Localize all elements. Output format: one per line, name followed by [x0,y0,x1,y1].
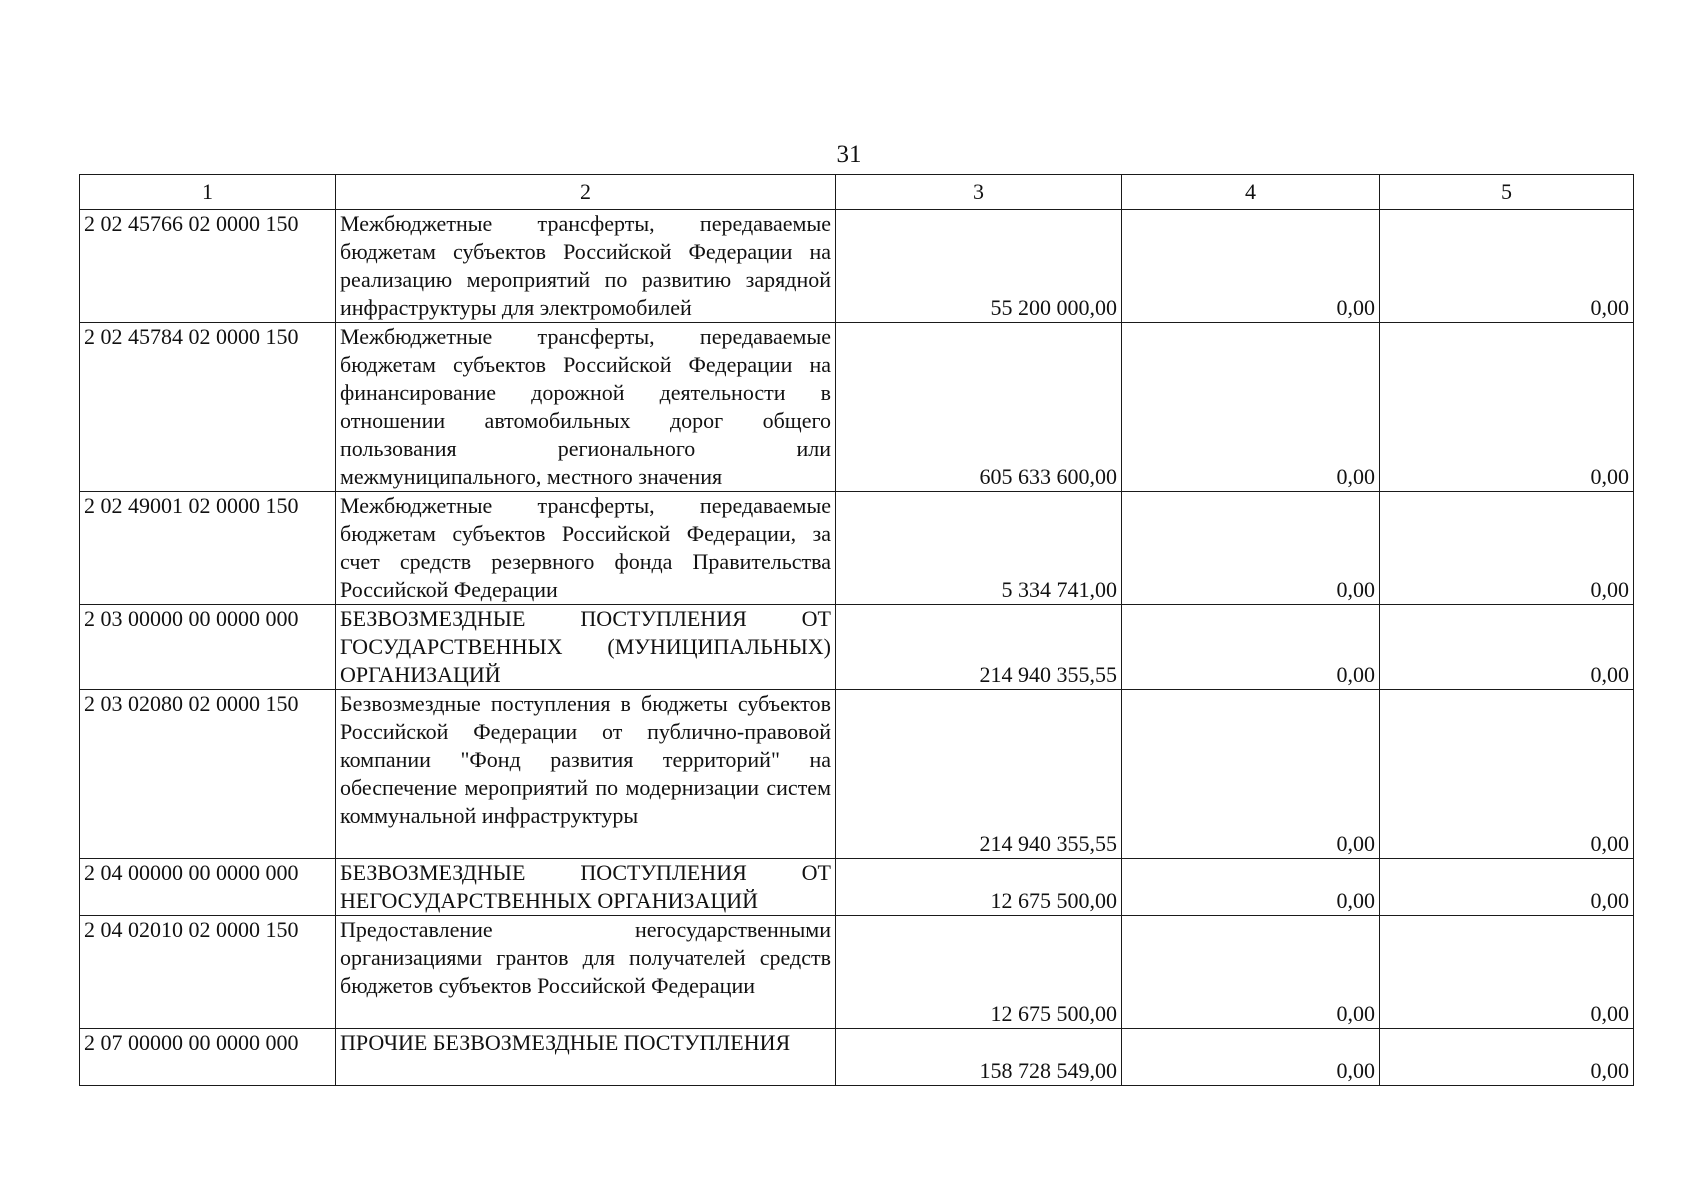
budget-revenue-table [79,174,1634,1086]
column-header-1: 1 [80,175,336,210]
amount-col5-cell: 0,00 [1380,859,1634,916]
amount-col5-cell: 0,00 [1380,323,1634,492]
table-row [80,690,1634,859]
budget-code-cell: 2 02 49001 02 0000 150 [80,492,336,605]
revenue-name-cell: БЕЗВОЗМЕЗДНЫЕ ПОСТУПЛЕНИЯ ОТ НЕГОСУДАРСТВЕННЫХ ОРГАНИЗАЦИЙ [336,859,836,916]
budget-code-cell: 2 04 00000 00 0000 000 [80,859,336,916]
revenue-name-cell: Безвозмездные поступления в бюджеты субъектов Российской Федерации от публично-правовой компании "Фонд развития территорий" на обеспечение мероприятий по модернизации систем коммунальной инфраструктуры [336,690,836,859]
amount-col5-cell: 0,00 [1380,1029,1634,1086]
amount-col4-cell: 0,00 [1122,605,1380,690]
amount-col3-cell: 214 940 355,55 [836,605,1122,690]
amount-col5-cell: 0,00 [1380,210,1634,323]
amount-col3-cell: 12 675 500,00 [836,859,1122,916]
revenue-name-cell: Межбюджетные трансферты, передаваемые бюджетам субъектов Российской Федерации на реализацию мероприятий по развитию зарядной инфраструктуры для электромобилей [336,210,836,323]
revenue-name-cell: Предоставление негосударственными организациями грантов для получателей средств бюджетов субъектов Российской Федерации [336,916,836,1029]
amount-col3-cell: 12 675 500,00 [836,916,1122,1029]
table-header [80,175,1634,210]
amount-col3-cell: 55 200 000,00 [836,210,1122,323]
amount-col4-cell: 0,00 [1122,323,1380,492]
revenue-name-cell: Межбюджетные трансферты, передаваемые бюджетам субъектов Российской Федерации, за счет средств резервного фонда Правительства Российской Федерации [336,492,836,605]
revenue-name-cell: БЕЗВОЗМЕЗДНЫЕ ПОСТУПЛЕНИЯ ОТ ГОСУДАРСТВЕННЫХ (МУНИЦИПАЛЬНЫХ) ОРГАНИЗАЦИЙ [336,605,836,690]
table-row [80,605,1634,690]
column-header-5: 5 [1380,175,1634,210]
budget-code-cell: 2 03 02080 02 0000 150 [80,690,336,859]
budget-code-cell: 2 02 45766 02 0000 150 [80,210,336,323]
amount-col4-cell: 0,00 [1122,859,1380,916]
amount-col4-cell: 0,00 [1122,690,1380,859]
table-row [80,323,1634,492]
table-row [80,859,1634,916]
column-header-3: 3 [836,175,1122,210]
amount-col5-cell: 0,00 [1380,492,1634,605]
amount-col3-cell: 5 334 741,00 [836,492,1122,605]
amount-col4-cell: 0,00 [1122,1029,1380,1086]
header-row [80,175,1634,210]
column-header-4: 4 [1122,175,1380,210]
column-header-2: 2 [336,175,836,210]
amount-col3-cell: 214 940 355,55 [836,690,1122,859]
amount-col3-cell: 158 728 549,00 [836,1029,1122,1086]
table-body [80,210,1634,1086]
amount-col5-cell: 0,00 [1380,605,1634,690]
amount-col5-cell: 0,00 [1380,916,1634,1029]
amount-col3-cell: 605 633 600,00 [836,323,1122,492]
budget-code-cell: 2 02 45784 02 0000 150 [80,323,336,492]
revenue-name-cell: Межбюджетные трансферты, передаваемые бюджетам субъектов Российской Федерации на финансирование дорожной деятельности в отношении автомобильных дорог общего пользования регионального или межмуниципального, местного значения [336,323,836,492]
budget-code-cell: 2 03 00000 00 0000 000 [80,605,336,690]
budget-code-cell: 2 04 02010 02 0000 150 [80,916,336,1029]
amount-col4-cell: 0,00 [1122,210,1380,323]
table-row [80,492,1634,605]
amount-col5-cell: 0,00 [1380,690,1634,859]
table-row [80,916,1634,1029]
table-row [80,210,1634,323]
revenue-name-cell: ПРОЧИЕ БЕЗВОЗМЕЗДНЫЕ ПОСТУПЛЕНИЯ [336,1029,836,1086]
budget-code-cell: 2 07 00000 00 0000 000 [80,1029,336,1086]
amount-col4-cell: 0,00 [1122,492,1380,605]
page-number: 31 [836,141,862,168]
table-row [80,1029,1634,1086]
amount-col4-cell: 0,00 [1122,916,1380,1029]
